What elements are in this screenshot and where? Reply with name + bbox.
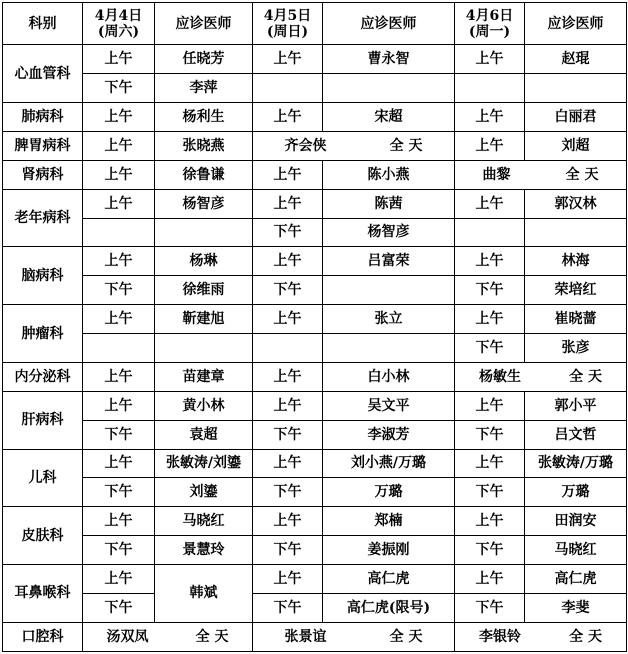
- doctor-cell: 万璐: [525, 478, 627, 507]
- doctor-cell: 李淑芳: [323, 420, 455, 449]
- table-row: [3, 276, 627, 305]
- doctor-cell: 黄小林: [155, 391, 253, 420]
- period-cell: 上午: [455, 189, 525, 218]
- period-cell: 下午: [253, 536, 323, 565]
- table-row: [3, 305, 627, 334]
- period-cell: 上午: [83, 449, 155, 478]
- period-cell: 下午: [83, 420, 155, 449]
- doctor-name: 杨敏生: [479, 368, 522, 385]
- period-cell: 上午: [253, 565, 323, 594]
- doctor-cell: 杨琳: [155, 247, 253, 276]
- table-row: [3, 103, 627, 132]
- period-cell: 下午: [83, 536, 155, 565]
- doctor-cell: 韩斌: [155, 565, 253, 623]
- dept-cell: 内分泌科: [3, 362, 83, 391]
- period-cell: 上午: [455, 507, 525, 536]
- doctor-cell: 万璐: [323, 478, 455, 507]
- table-row: [3, 247, 627, 276]
- period-cell: 上午: [253, 160, 323, 189]
- doctor-cell: 李斐: [525, 593, 627, 622]
- doctor-cell: 刘超: [525, 131, 627, 160]
- dept-cell: 耳鼻喉科: [3, 565, 83, 623]
- period-cell: 上午: [83, 160, 155, 189]
- empty-cell: [155, 218, 253, 247]
- period-cell: 上午: [83, 247, 155, 276]
- period-cell: 上午: [253, 507, 323, 536]
- empty-cell: [455, 74, 525, 103]
- period-cell: 上午: [83, 565, 155, 594]
- full-day-label: 全 天: [195, 628, 229, 645]
- doctor-cell: 刘鎏: [155, 478, 253, 507]
- dept-cell: 脾胃病科: [3, 131, 83, 160]
- empty-cell: [323, 334, 455, 363]
- doctor-cell: 靳建旭: [155, 305, 253, 334]
- day2-header: 4月5日 (周日): [253, 3, 323, 45]
- period-cell: 上午: [83, 103, 155, 132]
- period-cell: 下午: [253, 478, 323, 507]
- period-cell: 下午: [83, 478, 155, 507]
- period-cell: 下午: [455, 593, 525, 622]
- period-cell: 下午: [455, 478, 525, 507]
- full-day-label: 全 天: [389, 137, 423, 154]
- period-cell: 上午: [455, 305, 525, 334]
- empty-cell: [253, 334, 323, 363]
- table-row: [3, 391, 627, 420]
- table-row: [3, 622, 627, 651]
- doctor-header-1: 应诊医师: [155, 3, 253, 45]
- table-row: [3, 478, 627, 507]
- doctor-cell: 苗建章: [155, 362, 253, 391]
- empty-cell: [525, 218, 627, 247]
- period-cell: 上午: [455, 45, 525, 74]
- full-day-label: 全 天: [565, 166, 599, 183]
- period-cell: 下午: [253, 593, 323, 622]
- full-day-cell: [83, 622, 253, 651]
- period-cell: 上午: [253, 189, 323, 218]
- doctor-cell: 崔晓蔷: [525, 305, 627, 334]
- full-day-label: 全 天: [569, 628, 602, 645]
- doctor-name: 曲黎: [482, 166, 511, 183]
- period-cell: 下午: [253, 420, 323, 449]
- full-day-cell: [455, 622, 627, 651]
- empty-cell: [525, 74, 627, 103]
- doctor-cell: 吕富荣: [323, 247, 455, 276]
- empty-cell: [83, 218, 155, 247]
- period-cell: 下午: [455, 536, 525, 565]
- table-row: [3, 565, 627, 594]
- dept-cell: 心血管科: [3, 45, 83, 103]
- table-row: [3, 420, 627, 449]
- table-row: [3, 189, 627, 218]
- doctor-cell: 马晓红: [155, 507, 253, 536]
- doctor-cell: 陈茜: [323, 189, 455, 218]
- doctor-header-3: 应诊医师: [525, 3, 627, 45]
- period-cell: 下午: [83, 276, 155, 305]
- doctor-cell: 宋超: [323, 103, 455, 132]
- period-cell: 上午: [455, 131, 525, 160]
- table-row: [3, 362, 627, 391]
- period-cell: 下午: [83, 593, 155, 622]
- period-cell: 上午: [253, 45, 323, 74]
- doctor-cell: 杨智彦: [155, 189, 253, 218]
- doctor-cell: 高仁虎: [323, 565, 455, 594]
- dept-cell: 皮肤科: [3, 507, 83, 565]
- doctor-cell: 袁超: [155, 420, 253, 449]
- duty-schedule-table: [2, 2, 627, 652]
- period-cell: 上午: [455, 449, 525, 478]
- table-row: [3, 449, 627, 478]
- table-row: [3, 536, 627, 565]
- full-day-cell: [455, 160, 627, 189]
- full-day-cell: [253, 622, 455, 651]
- dept-cell: 肺病科: [3, 103, 83, 132]
- period-cell: 下午: [253, 276, 323, 305]
- period-cell: 上午: [83, 131, 155, 160]
- doctor-cell: 曹永智: [323, 45, 455, 74]
- period-cell: 上午: [455, 103, 525, 132]
- period-cell: 下午: [455, 420, 525, 449]
- table-row: [3, 507, 627, 536]
- empty-cell: [83, 334, 155, 363]
- table-row: [3, 45, 627, 74]
- period-cell: 上午: [455, 391, 525, 420]
- table-row: [3, 74, 627, 103]
- doctor-cell: 高仁虎(限号): [323, 593, 455, 622]
- doctor-cell: 张晓燕: [155, 131, 253, 160]
- dept-cell: 肝病科: [3, 391, 83, 449]
- full-day-label: 全 天: [569, 368, 602, 385]
- table-row: [3, 218, 627, 247]
- doctor-cell: 郭小平: [525, 391, 627, 420]
- period-cell: 上午: [253, 362, 323, 391]
- empty-cell: [323, 276, 455, 305]
- doctor-cell: 杨智彦: [323, 218, 455, 247]
- doctor-cell: 马晓红: [525, 536, 627, 565]
- period-cell: 上午: [83, 189, 155, 218]
- empty-cell: [155, 334, 253, 363]
- dept-header: 科别: [3, 3, 83, 45]
- doctor-cell: 吴文平: [323, 391, 455, 420]
- empty-cell: [455, 218, 525, 247]
- period-cell: 上午: [455, 247, 525, 276]
- doctor-cell: 张立: [323, 305, 455, 334]
- table-row: [3, 160, 627, 189]
- period-cell: 上午: [83, 305, 155, 334]
- doctor-cell: 郑楠: [323, 507, 455, 536]
- period-cell: 上午: [83, 362, 155, 391]
- dept-cell: 肿瘤科: [3, 305, 83, 363]
- doctor-cell: 白小林: [323, 362, 455, 391]
- doctor-cell: 徐鲁谦: [155, 160, 253, 189]
- doctor-cell: 赵琨: [525, 45, 627, 74]
- period-cell: 上午: [253, 247, 323, 276]
- period-cell: 上午: [83, 45, 155, 74]
- period-cell: 下午: [455, 276, 525, 305]
- table-row: [3, 334, 627, 363]
- doctor-cell: 杨利生: [155, 103, 253, 132]
- period-cell: 下午: [253, 218, 323, 247]
- day1-header: 4月4日 (周六): [83, 3, 155, 45]
- doctor-cell: 吕文哲: [525, 420, 627, 449]
- doctor-cell: 姜振刚: [323, 536, 455, 565]
- period-cell: 上午: [455, 565, 525, 594]
- period-cell: 上午: [83, 507, 155, 536]
- doctor-cell: 陈小燕: [323, 160, 455, 189]
- doctor-name: 张景谊: [284, 628, 327, 645]
- table-row: [3, 131, 627, 160]
- dept-cell: 老年病科: [3, 189, 83, 247]
- period-cell: 上午: [253, 449, 323, 478]
- dept-cell: 儿科: [3, 449, 83, 507]
- doctor-name: 汤双凤: [106, 628, 149, 645]
- doctor-cell: 荣培红: [525, 276, 627, 305]
- doctor-cell: 张敏涛/万璐: [525, 449, 627, 478]
- dept-cell: 口腔科: [3, 622, 83, 651]
- doctor-cell: 刘小燕/万璐: [323, 449, 455, 478]
- period-cell: 下午: [455, 334, 525, 363]
- period-cell: 上午: [253, 391, 323, 420]
- period-cell: 上午: [83, 391, 155, 420]
- doctor-cell: 景慧玲: [155, 536, 253, 565]
- header-row: [3, 3, 627, 45]
- empty-cell: [323, 74, 455, 103]
- doctor-cell: 任晓芳: [155, 45, 253, 74]
- doctor-name: 李银铃: [479, 628, 522, 645]
- doctor-cell: 李萍: [155, 74, 253, 103]
- doctor-header-2: 应诊医师: [323, 3, 455, 45]
- empty-cell: [253, 74, 323, 103]
- doctor-name: 齐会侠: [284, 137, 327, 154]
- doctor-cell: 张敏涛/刘鎏: [155, 449, 253, 478]
- period-cell: 上午: [253, 305, 323, 334]
- doctor-cell: 林海: [525, 247, 627, 276]
- period-cell: 上午: [253, 103, 323, 132]
- full-day-label: 全 天: [389, 628, 423, 645]
- doctor-cell: 张彦: [525, 334, 627, 363]
- period-cell: 下午: [83, 74, 155, 103]
- full-day-cell: [455, 362, 627, 391]
- doctor-cell: 郭汉林: [525, 189, 627, 218]
- full-day-cell: [253, 131, 455, 160]
- doctor-cell: 白丽君: [525, 103, 627, 132]
- day3-header: 4月6日 (周一): [455, 3, 525, 45]
- dept-cell: 肾病科: [3, 160, 83, 189]
- doctor-cell: 徐维雨: [155, 276, 253, 305]
- dept-cell: 脑病科: [3, 247, 83, 305]
- doctor-cell: 田润安: [525, 507, 627, 536]
- table-row: [3, 593, 627, 622]
- doctor-cell: 高仁虎: [525, 565, 627, 594]
